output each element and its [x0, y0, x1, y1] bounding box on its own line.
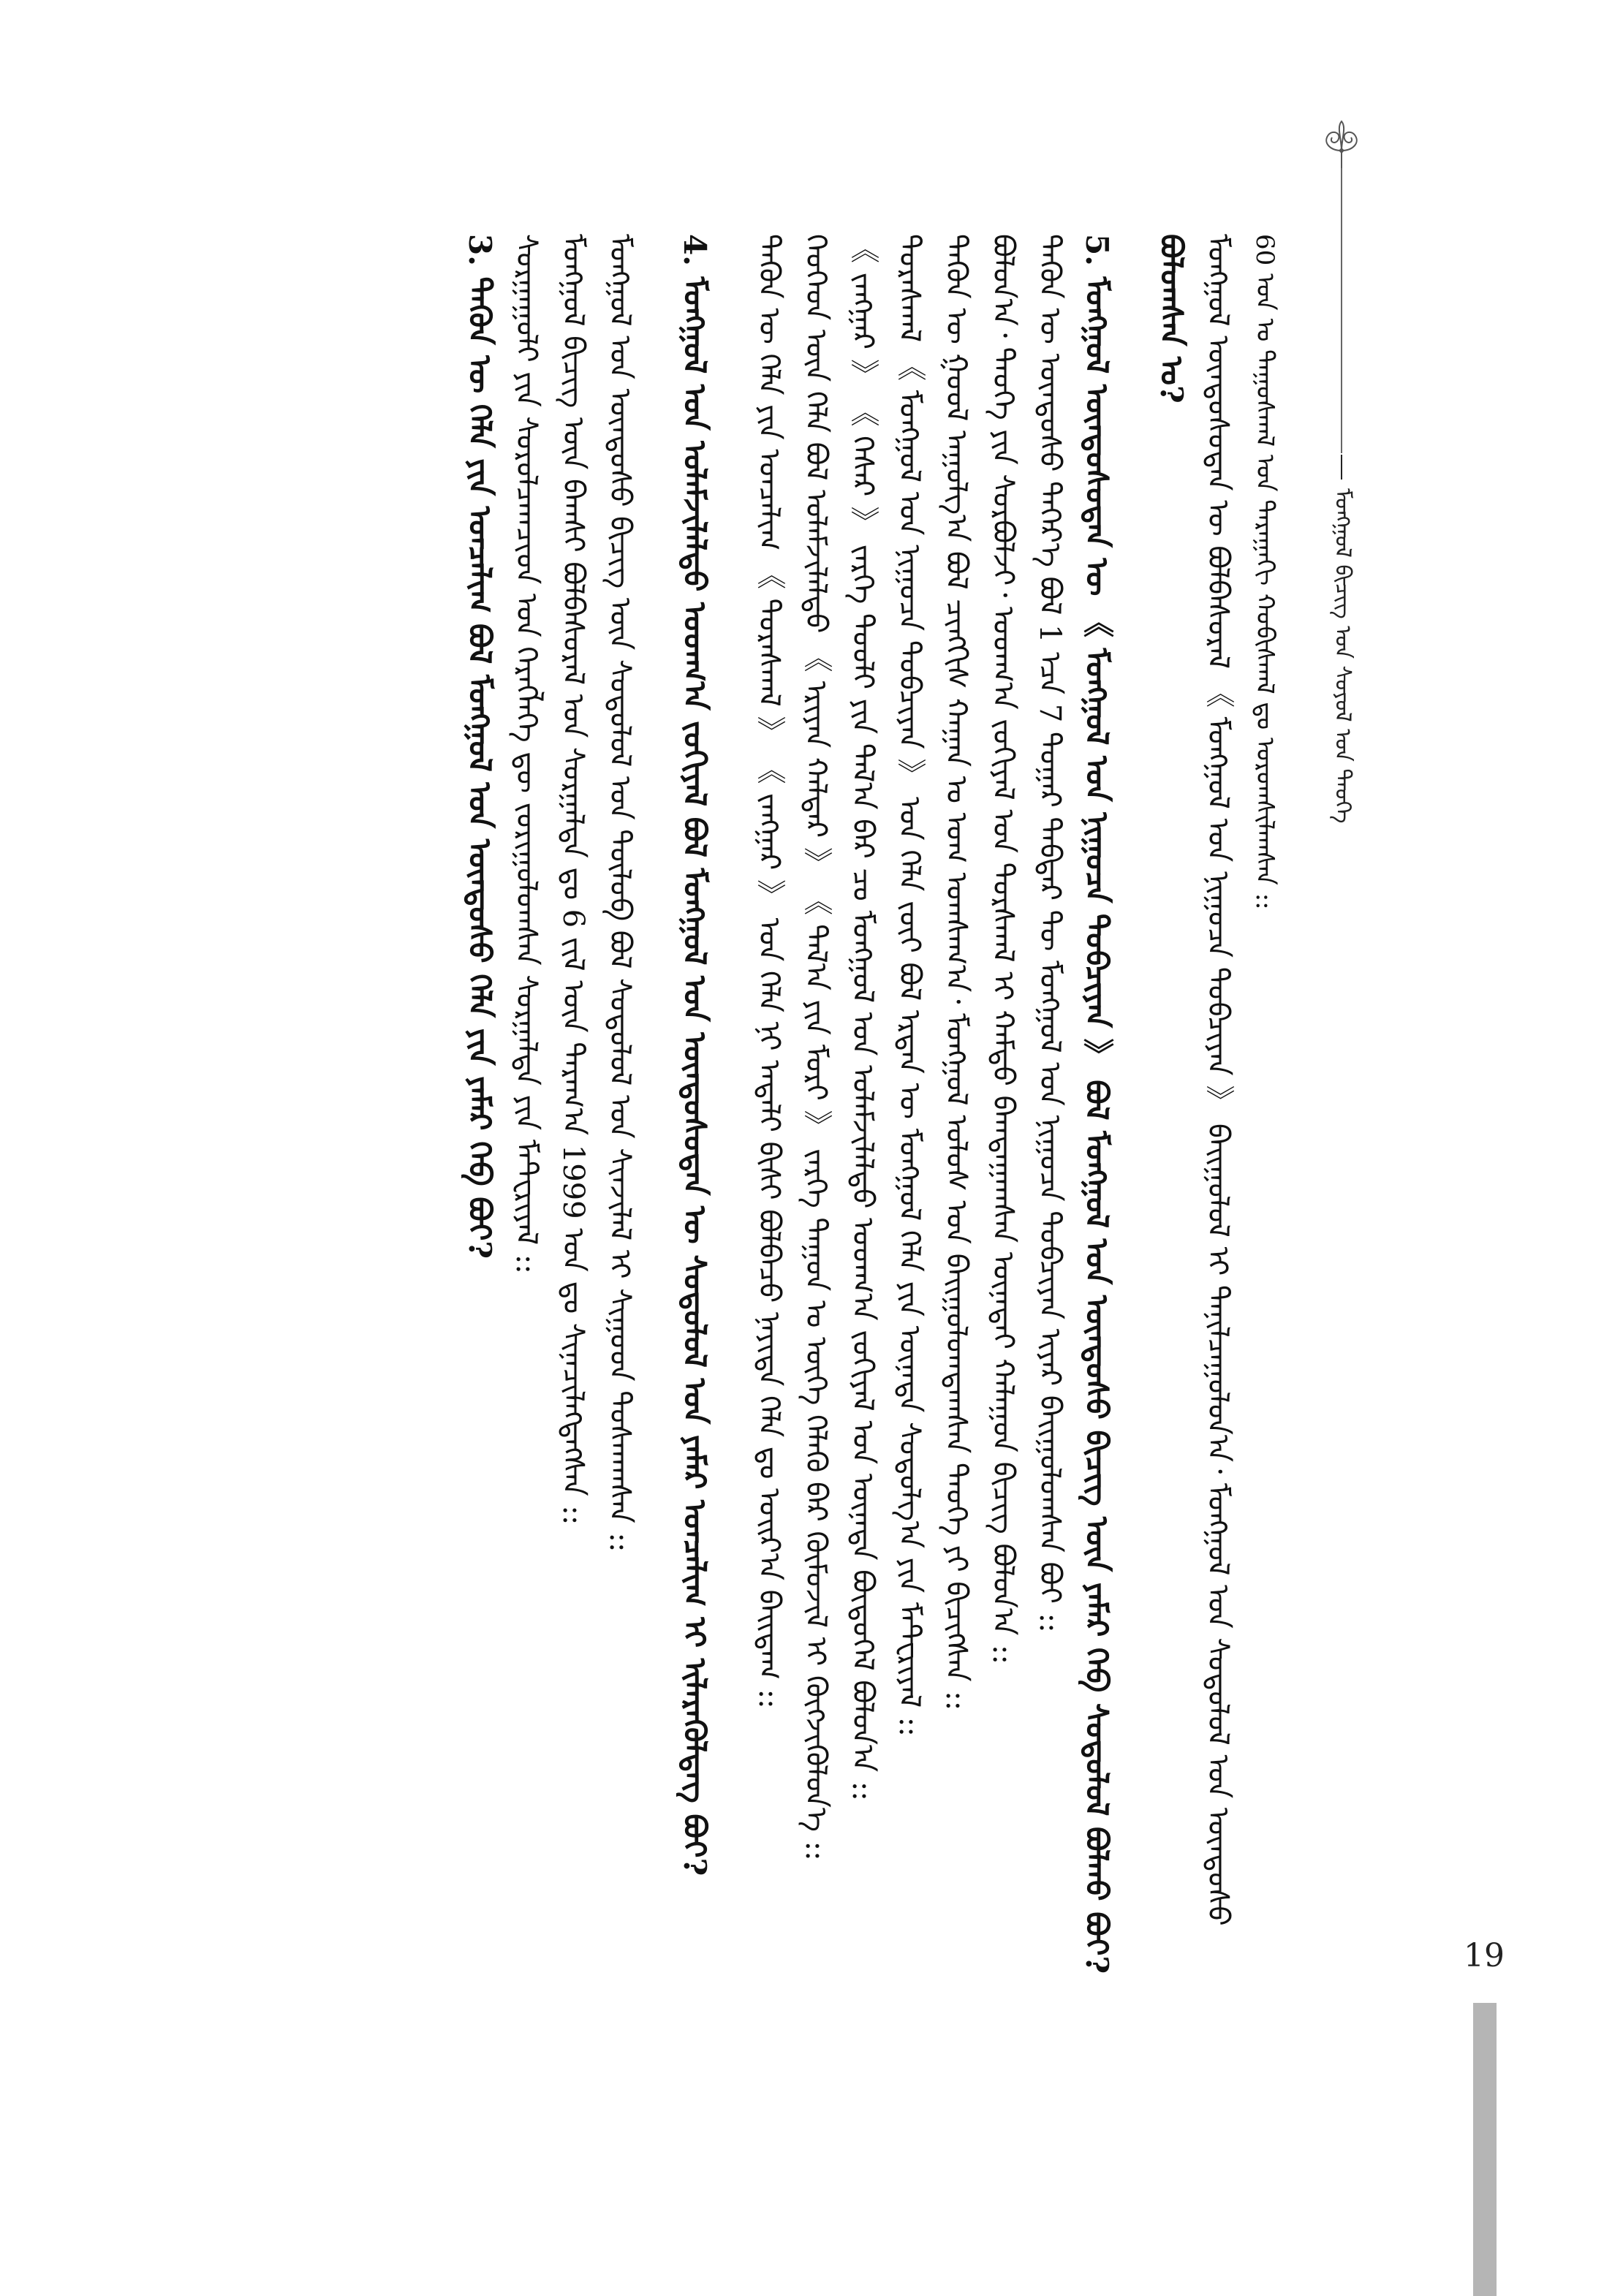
question-heading: 5. ᠮᠣᠩᠭᠣᠯ ᠦᠨᠳᠦᠰᠦᠲᠡᠨ ᠦ 《 ᠮᠣᠩᠭᠣᠯ ᠤᠨ ᠨᠢᠭᠤᠴᠠ ᠲᠣᠪᠴᠢᠶᠠᠨ 》 ᠪᠣᠯ ᠮᠣᠩᠭᠣᠯ ᠤᠨ ᠦᠨᠳᠦᠰᠦ ᠪᠢᠴᠢᠭ ᠦᠨ ᠶᠠᠮᠠᠷ ᠬᠡᠪ ᠰᠤᠳᠤᠯᠤᠯ ᠪᠣᠯᠬᠤ ᠪᠤᠢ?	[1079, 234, 1115, 1974]
text-column: ᠪᠣᠯᠣᠭᠰᠠᠨ ᠤ?	[1154, 234, 1189, 403]
text-column: ᠮᠣᠩᠭᠣᠯ ᠦᠨᠳᠦᠰᠦᠲᠡᠨ ᠦ ᠪᠣᠯᠪᠠᠰᠤᠷᠠᠯ 《 ᠮᠣᠩᠭᠣᠯ ᠤᠨ ᠨᠢᠭᠤᠴᠠ ᠲᠣᠪᠴᠢᠶᠠᠨ 》 ᠪᠠᠢᠭᠤᠯᠤᠯ ᠢ ᠲᠠᠨᠢᠯᠴᠠᠭᠤᠯᠤᠨ᠎ᠠ᠂ ᠮᠣᠩᠭᠣᠯ ᠤᠨ ᠰᠤᠳᠤᠯᠤᠯ ᠤᠨ ᠦᠨᠳᠦᠰᠦ	[1201, 234, 1235, 1926]
text-column: ᠰᠤᠷᠭᠠᠭᠤᠯᠢ ᠶᠢᠨ ᠰᠤᠷᠤᠯᠴᠠᠭᠴᠢᠳ ᠤᠨ ᠬᠡᠷᠡᠭᠯᠡᠭᠡ ᠳᠦ ᠵᠣᠷᠢᠭᠤᠯᠤᠭᠰᠠᠨ ᠰᠤᠷᠭᠠᠯᠲᠠ ᠶᠢᠨ ᠮᠠᠲ᠋ᠧᠷᠢᠶᠠᠯ ::	[510, 234, 543, 1274]
page-edge-marker	[1473, 2003, 1497, 2296]
question-heading: 3. ᠲᠡᠭᠦᠨ ᠦ ᠬᠡᠯᠡ ᠶᠢᠨ ᠣᠨᠴᠠᠯᠢᠭ ᠪᠣᠯ ᠮᠣᠩᠭᠣᠯ ᠤᠨ ᠦᠨᠳᠦᠰᠦ ᠬᠡᠯᠡ ᠶᠢᠨ ᠶᠠᠮᠠᠷ ᠬᠡᠪ ᠪᠤᠢ?	[462, 234, 498, 1259]
text-column: 60 ᠣᠨ ᠤ ᠳᠠᠭᠤᠰᠬᠠᠯ ᠤᠨ ᠳᠠᠷᠠᠭᠠᠬᠢ ᠬᠤᠪᠢᠰᠬᠠᠯ ᠳᠤ ᠤᠷᠤᠭᠰᠢᠯᠠᠭᠰᠠᠨ ::	[1250, 234, 1279, 910]
text-column: ᠲᠡᠭᠦᠨ ᠦ ᠦᠨᠳᠦᠰᠦ ᠳᠡᠭᠡᠷ᠎ᠡ ᠪᠣᠯ 1 ᠡᠴᠡ 7 ᠳᠤᠭᠠᠷ ᠳᠡᠪᠲᠡᠷ ᠲᠦ ᠮᠣᠩᠭᠣᠯ ᠤᠨ ᠨᠢᠭᠤᠴᠠ ᠲᠣᠪᠴᠢᠶᠠᠨ ᠢᠶᠠᠷ ᠪᠠᠢᠭᠤᠯᠤᠭᠰᠠᠨ ᠪᠤᠢ ::	[1033, 234, 1067, 1633]
text-body	[186, 234, 1283, 2076]
ornament-icon	[1309, 117, 1374, 175]
page-number: 19	[1464, 1937, 1505, 1974]
text-column: ᠲᠡᠭᠦᠨ ᠦ ᠭᠣᠣᠯ ᠠᠭᠤᠯᠭ᠎ᠠ ᠪᠣᠯ ᠴᠢᠩᠭᠢᠰ ᠬᠠᠭᠠᠨ ᠤ ᠤᠭ ᠤᠭᠰᠠᠭ᠎ᠠ᠂ ᠮᠣᠩᠭᠣᠯ ᠤᠯᠤᠰ ᠤᠨ ᠪᠠᠢᠭᠤᠯᠤᠭᠳᠠᠭᠰᠠᠨ ᠲᠡᠦᠬᠡ ᠶᠢ ᠪᠢᠴᠢᠭᠰᠡᠨ ::	[939, 234, 973, 1711]
text-column: ᠬᠡᠦᠬᠡᠳ ᠦᠨ ᠬᠡᠯᠡ ᠪᠣᠯ ᠤᠯᠠᠮᠵᠢᠯᠠᠯᠲᠤ 《 ᠡᠷᠢᠶᠡᠨ ᠬᠠᠯᠲᠠᠷ 》 《 ᠲᠠᠯ᠎ᠠ ᠶᠢᠨ ᠮᠣᠷᠢ 》 ᠵᠡᠷᠭᠡ ᠳᠠᠭᠤᠨ ᠤ ᠦᠭᠡ ᠬᠡᠯᠡᠬᠦ ᠪᠠᠷ ᠬᠦᠮᠦᠵᠢᠯ ᠢ ᠬᠥᠭᠵᠢᠭᠦᠯᠦᠨ᠎ᠡ ::	[799, 234, 833, 1861]
text-column: ᠪᠣᠯᠣᠨ᠎ᠠ᠂ ᠲᠡᠦᠬᠡ ᠶᠢᠨ ᠰᠤᠷᠪᠤᠯᠵᠢ᠂ ᠤᠳᠬ᠎ᠠ ᠵᠣᠬᠢᠶᠠᠯ ᠤᠨ ᠳᠤᠷᠰᠬᠠᠯ ᠢ ᠬᠠᠮᠲᠤ ᠪᠠᠭᠲᠠᠭᠠᠭᠰᠠᠨ ᠦᠨᠡᠳᠡᠢ ᠬᠠᠯᠠᠭᠤᠨ ᠪᠢᠴᠢᠭ ᠪᠣᠯᠤᠨ᠎ᠠ ::	[986, 234, 1020, 1664]
header-rule	[1341, 168, 1342, 453]
text-column: ᠮᠣᠩᠭᠣᠯ ᠪᠢᠴᠢᠭ ᠦᠨ ᠪᠠᠭᠰᠢ ᠪᠣᠯᠪᠠᠰᠤᠷᠠᠯ ᠤᠨ ᠰᠤᠷᠭᠠᠯᠲᠠ ᠳᠤ 6 ᠵᠢᠯ ᠦᠨ ᠳᠠᠷᠠᠭ᠎ᠠ 1999 ᠣᠨ ᠳᠤ ᠰᠢᠨᠡᠴᠢᠯᠡᠭᠳᠡᠭᠰᠡᠨ ::	[556, 234, 590, 1526]
text-column: ᠲᠡᠭᠦᠨ ᠦ ᠬᠡᠯᠡ ᠶᠢᠨ ᠣᠨᠴᠠᠯᠢᠭ 《 ᠳᠤᠷᠠᠰᠬᠠᠯ 》 《 ᠵᠠᠩᠭᠠᠷ 》 ᠤᠨ ᠬᠡᠯᠡ ᠨᠢ ᠠᠳᠠᠯᠢ ᠪᠢᠰᠢ ᠪᠣᠯᠪᠠᠴᠤ ᠨᠡᠶᠢᠲᠡ ᠬᠡᠯᠡ ᠳᠤ ᠣᠢᠷ᠎ᠠ ᠪᠠᠢᠳᠠᠭ ::	[752, 234, 786, 1709]
running-header-title: ᠮᠣᠩᠭᠣᠯ ᠪᠢᠴᠢᠭ᠌ ᠤᠨ ᠰᠣᠶᠣᠯ ᠤᠨ ᠲᠡᠦᠬᠡ	[1330, 488, 1355, 824]
header-dash	[1341, 455, 1342, 480]
text-column: ᠳᠤᠷᠠᠰᠬᠠᠯ 《 ᠮᠣᠩᠭᠣᠯ ᠤᠨ ᠨᠢᠭᠤᠴᠠ ᠲᠣᠪᠴᠢᠶᠠᠨ 》 ᠤᠨ ᠬᠡᠯᠡ ᠵᠦᠢ ᠪᠣᠯ ᠡᠷᠲᠡᠨ ᠦ ᠮᠣᠩᠭᠣᠯ ᠬᠡᠯᠡ ᠶᠢᠨ ᠦᠨᠡᠲᠡ ᠰᠤᠳᠤᠯᠭ᠎ᠠ ᠶᠢᠨ ᠮᠠᠲ᠋ᠧᠷᠢᠶᠠᠯ ::	[893, 234, 926, 1737]
running-header	[1309, 117, 1374, 921]
text-column: 《 ᠵᠠᠩᠭᠠᠷ 》 《 ᠭᠡᠰᠡᠷ 》 ᠵᠡᠷᠭᠡ ᠲᠤᠤᠯᠢ ᠶᠢᠨ ᠲᠠᠯ᠎ᠠ ᠪᠠᠷ ᠴᠤ ᠮᠣᠩᠭᠣᠯ ᠤᠨ ᠤᠯᠠᠮᠵᠢᠯᠠᠯᠲᠤ ᠤᠳᠬ᠎ᠠ ᠵᠣᠬᠢᠶᠠᠯ ᠤᠨ ᠦᠨᠡᠲᠡ ᠪᠦᠲᠦᠭᠡᠯ ᠪᠣᠯᠤᠨ᠎ᠠ ::	[846, 234, 879, 1801]
text-column: ᠮᠣᠩᠭᠣᠯ ᠤᠨ ᠦᠨᠳᠦᠰᠦ ᠪᠢᠴᠢᠭ ᠦᠨ ᠰᠤᠳᠤᠯᠤᠯ ᠤᠨ ᠲᠥᠯᠥᠪ ᠪᠣᠯ ᠰᠤᠳᠤᠯᠤᠯ ᠤᠨ ᠰᠢᠨᠵᠢᠯᠡᠯ ᠢ ᠰᠢᠭᠤᠳ ᠲᠤᠰᠬᠠᠭᠰᠠᠨ ::	[603, 234, 637, 1553]
question-heading: 4. ᠮᠣᠩᠭᠣᠯ ᠤᠨ ᠤᠯᠠᠮᠵᠢᠯᠠᠯᠲᠤ ᠤᠳᠬ᠎ᠠ ᠵᠣᠬᠢᠶᠠᠯ ᠪᠣᠯ ᠮᠣᠩᠭᠣᠯ ᠤᠨ ᠦᠨᠳᠦᠰᠦᠲᠡᠨ ᠦ ᠰᠤᠳᠤᠯᠤᠯ ᠤᠨ ᠶᠠᠮᠠᠷ ᠣᠨᠴᠠᠯᠢᠭ ᠢ ᠢᠯᠡᠷᠡᠭᠦᠯᠳᠡᠭ ᠪᠤᠢ?	[677, 234, 713, 1876]
